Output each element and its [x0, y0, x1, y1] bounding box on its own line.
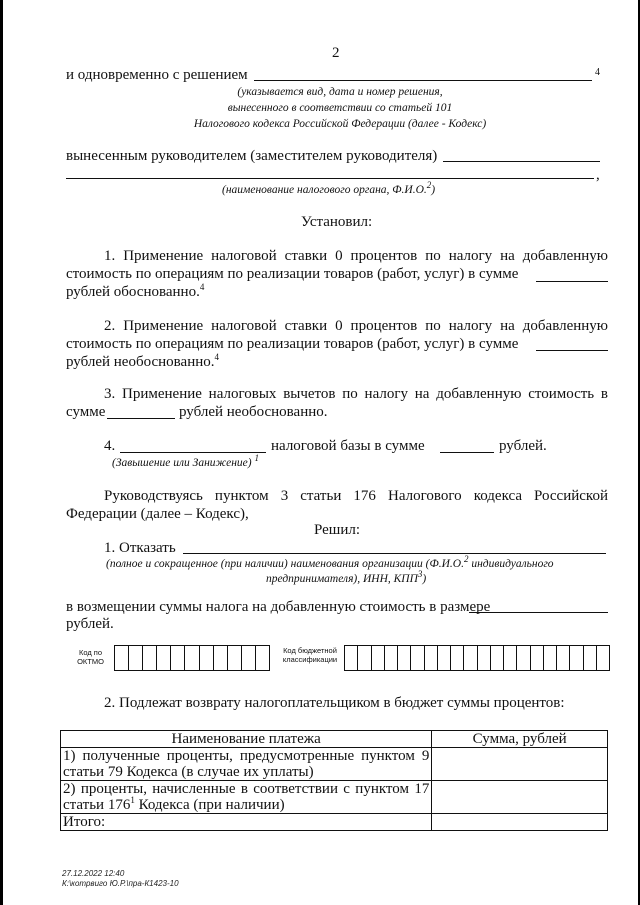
- code-cell[interactable]: [398, 646, 411, 670]
- row2-name: 2) проценты, начисленные в соответствии с пунктом 17 статьи $176^1$ Кодекса (при наличии): [61, 781, 432, 814]
- p4-end: рублей.: [499, 438, 547, 454]
- payment-table: [60, 730, 608, 831]
- code-cell[interactable]: [411, 646, 424, 670]
- heading-decided: Решил:: [314, 522, 361, 538]
- p4-type-blank[interactable]: [120, 452, 266, 453]
- header-sum: Сумма, рублей: [432, 731, 608, 748]
- code-cell[interactable]: [425, 646, 438, 670]
- row1-name: 1) полученные проценты, предусмотренные пунктом 9 статьи 79 Кодекса (в случае их уплаты): [61, 748, 432, 781]
- p3-line2b: рублей необоснованно.: [179, 404, 328, 420]
- footer-date: 27.12.2022 12:40: [62, 869, 125, 878]
- oktmo-label: Код по ОКТМО: [77, 648, 104, 666]
- code-cell[interactable]: [597, 646, 609, 670]
- code-cell[interactable]: [185, 646, 199, 670]
- comma: ,: [596, 167, 600, 183]
- footer-file: К:\котрвиго Ю.Р.\пра-К1423-10: [62, 879, 179, 888]
- decision-blank[interactable]: [254, 80, 592, 81]
- code-cell[interactable]: [531, 646, 544, 670]
- refund-line1: в возмещении суммы налога на добавленную стоимость в размере: [66, 599, 491, 615]
- p3-sum-blank[interactable]: [107, 418, 175, 419]
- total-sum[interactable]: [432, 814, 608, 831]
- code-cell[interactable]: [438, 646, 451, 670]
- row2-sum[interactable]: [432, 781, 608, 814]
- p1-line3: рублей обоснованно.$^4$: [66, 282, 205, 300]
- code-cell[interactable]: [228, 646, 242, 670]
- code-cell[interactable]: [200, 646, 214, 670]
- refund-sum-blank[interactable]: [469, 612, 608, 613]
- code-cell[interactable]: [256, 646, 269, 670]
- hint-authority: (наименование налогового органа, Ф.И.О.$^2$): [222, 180, 436, 196]
- p2-line3: рублей необоснованно.$^4$: [66, 352, 220, 370]
- code-cell[interactable]: [157, 646, 171, 670]
- code-cell[interactable]: [557, 646, 570, 670]
- refund-line2: рублей.: [66, 616, 114, 632]
- code-cell[interactable]: [584, 646, 597, 670]
- p2-line1: 2. Применение налоговой ставки 0 процентов по налогу на добавленную: [104, 318, 608, 334]
- p3-line2a: сумме: [66, 404, 106, 420]
- code-cell[interactable]: [464, 646, 477, 670]
- p4-hint: (Завышение или Занижение) $^1$: [112, 453, 259, 469]
- table-row: [61, 781, 608, 814]
- p1-line2: стоимость по операциям по реализации товаров (работ, услуг) в сумме: [66, 266, 519, 282]
- kbk-label: Код бюджетной классификации: [282, 646, 338, 664]
- table-row: [61, 748, 608, 781]
- code-cell[interactable]: [143, 646, 157, 670]
- refuse-hint-l2: предпринимателя), ИНН, КПП$^3$): [266, 569, 427, 585]
- code-cell[interactable]: [385, 646, 398, 670]
- p1-line1: 1. Применение налоговой ставки 0 процентов по налогу на добавленную: [104, 248, 608, 264]
- footnote-mark: 4: [595, 67, 600, 78]
- code-cell[interactable]: [451, 646, 464, 670]
- code-cell[interactable]: [345, 646, 358, 670]
- header-payment-name: Наименование платежа: [61, 731, 432, 748]
- page-number: 2: [332, 45, 340, 61]
- head-blank[interactable]: [443, 161, 600, 162]
- code-cell[interactable]: [570, 646, 583, 670]
- p-return: 2. Подлежат возврату налогоплательщиком в бюджет суммы процентов:: [104, 695, 565, 711]
- kbk-code-field[interactable]: [344, 645, 610, 671]
- code-cell[interactable]: [115, 646, 129, 670]
- code-cell[interactable]: [358, 646, 371, 670]
- p2-sum-blank[interactable]: [536, 350, 608, 351]
- hint-decision-l2: вынесенного в соответствии со статьей 101: [227, 102, 453, 114]
- table-header-row: [61, 731, 608, 748]
- scan-edge-left: [0, 0, 3, 905]
- row1-sum[interactable]: [432, 748, 608, 781]
- code-cell[interactable]: [478, 646, 491, 670]
- heading-established: Установил:: [301, 214, 373, 230]
- p2-line2: стоимость по операциям по реализации товаров (работ, услуг) в сумме: [66, 336, 519, 352]
- p4-sum-blank[interactable]: [440, 452, 494, 453]
- p4-number: 4.: [104, 438, 116, 454]
- p4-mid: налоговой базы в сумме: [271, 438, 425, 454]
- refuse-hint-l1: (полное и сокращенное (при наличии) наименования организации (Ф.И.О.$^2$ индивидуального: [106, 554, 554, 570]
- total-label: Итого:: [61, 814, 432, 831]
- p1-sum-blank[interactable]: [536, 281, 608, 282]
- line-decision-intro: и одновременно с решением: [66, 67, 248, 83]
- code-cell[interactable]: [517, 646, 530, 670]
- guided-line1: Руководствуясь пунктом 3 статьи 176 Налогового кодекса Российской: [104, 488, 608, 504]
- code-cell[interactable]: [504, 646, 517, 670]
- guided-line2: Федерации (далее – Кодекс),: [66, 506, 249, 522]
- code-cell[interactable]: [242, 646, 256, 670]
- line-head-of-authority: вынесенным руководителем (заместителем руководителя): [66, 148, 438, 164]
- code-cell[interactable]: [214, 646, 228, 670]
- refuse-org-blank[interactable]: [183, 553, 606, 554]
- code-cell[interactable]: [171, 646, 185, 670]
- oktmo-code-field[interactable]: [114, 645, 270, 671]
- code-cell[interactable]: [544, 646, 557, 670]
- hint-decision-l3: Налогового кодекса Российской Федерации (далее - Кодекс): [193, 118, 487, 130]
- table-total-row: [61, 814, 608, 831]
- refuse-label: 1. Отказать: [104, 540, 176, 556]
- hint-decision-l1: (указывается вид, дата и номер решения,: [237, 86, 443, 98]
- p3-line1: 3. Применение налоговых вычетов по налогу на добавленную стоимость в: [104, 386, 608, 402]
- code-cell[interactable]: [491, 646, 504, 670]
- code-cell[interactable]: [372, 646, 385, 670]
- code-cell[interactable]: [129, 646, 143, 670]
- authority-blank[interactable]: [66, 178, 594, 179]
